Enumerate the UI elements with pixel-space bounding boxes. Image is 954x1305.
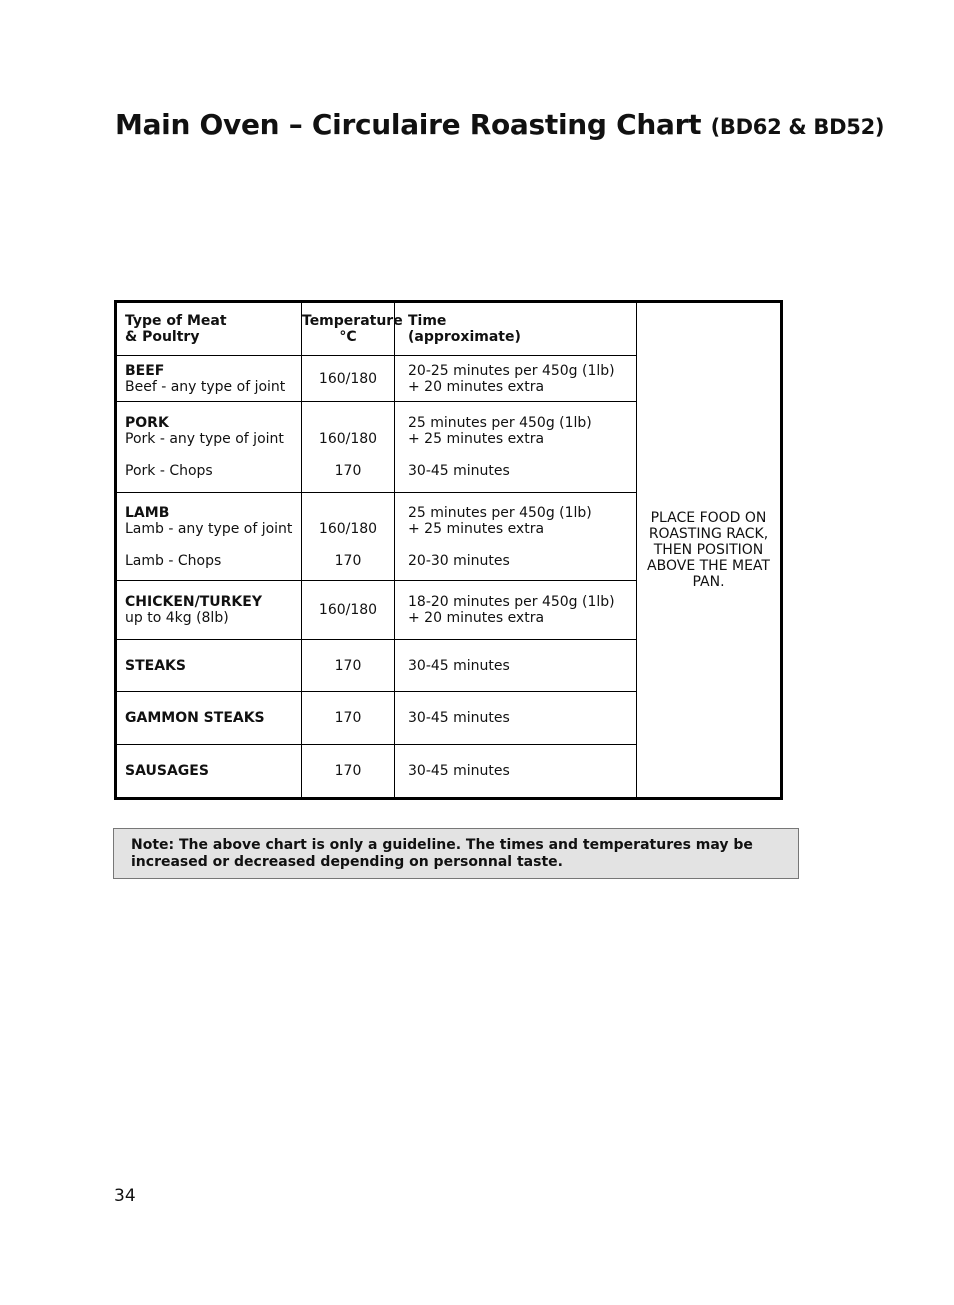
row-temp-value: 170 [334,552,362,569]
row-category: LAMB [125,504,170,521]
row-time-line1: 20-25 minutes per 450g (1lb) [408,362,615,379]
row-time [395,402,637,493]
header-row [116,302,782,356]
row-temp-value: 160/180 [318,520,378,537]
row-temp: 170 [302,745,395,799]
row-temp-value: 160/180 [318,431,378,447]
row-category: SAUSAGES [116,745,302,799]
row-type [116,402,302,493]
row-time-line2: + 25 minutes extra [408,431,545,447]
row-type [116,493,302,581]
row-time: 30-45 minutes [395,692,637,745]
row-time-line1: 18-20 minutes per 450g (1lb) [408,594,615,610]
header-temperature [302,302,403,356]
roasting-chart-table [114,300,783,800]
row-sub: Lamb - any type of joint [125,520,293,537]
row-sub: Pork - Chops [125,463,213,479]
row-sub: Beef - any type of joint [125,378,286,395]
title-main: Main Oven – Circulaire Roasting Chart [115,108,702,141]
row-time [395,493,637,581]
header-time-line2: (approximate) [408,329,521,345]
row-category: BEEF [125,362,165,379]
row-time-line2: + 20 minutes extra [408,378,545,395]
page-title [115,108,884,141]
row-category: STEAKS [116,640,302,692]
row-category: PORK [125,415,169,431]
row-temp: 160/180 [302,356,395,402]
row-time: 30-45 minutes [395,745,637,799]
row-temp: 170 [302,640,395,692]
row-time-line3: 20-30 minutes [408,552,510,569]
row-time-line1: 25 minutes per 450g (1lb) [408,415,592,431]
header-time-line1: Time [408,313,447,329]
row-temp-value: 170 [334,463,362,479]
row-sub: Lamb - Chops [125,552,222,569]
row-type [116,356,302,402]
title-models: (BD62 & BD52) [710,115,885,139]
row-time [395,356,637,402]
row-type [116,581,302,640]
row-sub: up to 4kg (8lb) [125,610,229,626]
header-time [395,302,637,356]
row-temp: 160/180 [302,581,395,640]
row-time-line2: + 20 minutes extra [408,610,545,626]
header-type-line2: & Poultry [125,329,200,345]
row-temp: 170 [302,692,395,745]
page-number: 34 [114,1186,136,1206]
row-time-line2: + 25 minutes extra [408,520,545,537]
header-type-line1: Type of Meat [125,313,227,329]
row-category: CHICKEN/TURKEY [125,594,262,610]
row-time-line3: 30-45 minutes [408,463,510,479]
row-time [395,581,637,640]
header-temp-line2: °C [339,329,357,345]
row-time-line1: 25 minutes per 450g (1lb) [408,504,592,521]
side-note: PLACE FOOD ON ROASTING RACK, THEN POSITION ABOVE THE MEAT PAN. [637,302,782,799]
guideline-note: Note: The above chart is only a guideline. The times and temperatures may be increased or decreased depending on personnal taste. [113,828,799,879]
row-sub: Pork - any type of joint [125,431,284,447]
row-time: 30-45 minutes [395,640,637,692]
header-type [116,302,302,356]
row-category: GAMMON STEAKS [116,692,302,745]
row-temp [302,402,395,493]
row-temp [302,493,395,581]
header-temp-line1: Temperature [302,313,403,329]
